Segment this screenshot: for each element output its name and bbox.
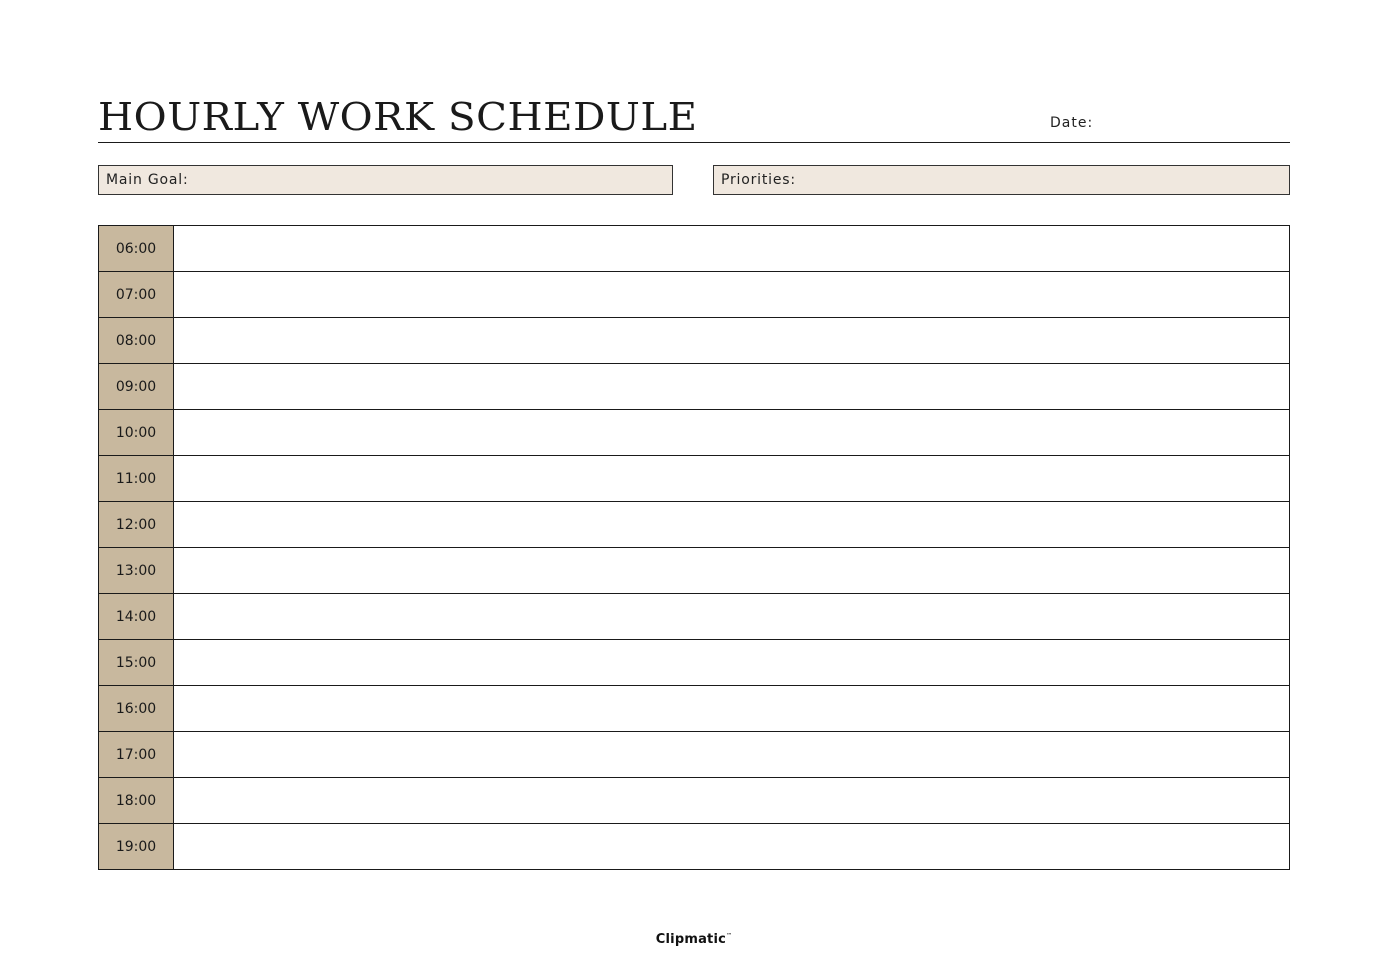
page-title: HOURLY WORK SCHEDULE (98, 95, 698, 139)
schedule-entry-cell[interactable] (174, 364, 1289, 409)
schedule-entry-cell[interactable] (174, 456, 1289, 501)
brand-name: Clipmatic (655, 932, 727, 947)
schedule-entry-cell[interactable] (174, 732, 1289, 777)
schedule-entry-cell[interactable] (174, 318, 1289, 363)
schedule-row (99, 410, 1289, 456)
schedule-entry-cell[interactable] (174, 778, 1289, 823)
schedule-row (99, 456, 1289, 502)
time-label: 08:00 (99, 318, 174, 363)
schedule-row (99, 318, 1289, 364)
time-label: 12:00 (99, 502, 174, 547)
time-label: 19:00 (99, 824, 174, 869)
schedule-entry-cell[interactable] (174, 548, 1289, 593)
schedule-entry-cell[interactable] (174, 272, 1289, 317)
schedule-row (99, 686, 1289, 732)
schedule-entry-cell[interactable] (174, 502, 1289, 547)
main-goal-field[interactable] (98, 165, 673, 195)
time-label: 18:00 (99, 778, 174, 823)
schedule-row (99, 640, 1289, 686)
schedule-row (99, 824, 1289, 870)
schedule-entry-cell[interactable] (174, 686, 1289, 731)
schedule-row (99, 502, 1289, 548)
schedule-row (99, 594, 1289, 640)
time-label: 10:00 (99, 410, 174, 455)
time-label: 09:00 (99, 364, 174, 409)
time-label: 14:00 (99, 594, 174, 639)
schedule-entry-cell[interactable] (174, 226, 1289, 271)
schedule-row (99, 778, 1289, 824)
date-label: Date: (1050, 115, 1094, 131)
schedule-entry-cell[interactable] (174, 824, 1289, 869)
time-label: 07:00 (99, 272, 174, 317)
brand-logo (0, 932, 1388, 947)
schedule-row (99, 364, 1289, 410)
schedule-row (99, 732, 1289, 778)
schedule-row (99, 226, 1289, 272)
title-divider (98, 142, 1290, 143)
hourly-schedule-table (98, 225, 1290, 870)
priorities-label: Priorities: (721, 172, 796, 188)
main-goal-label: Main Goal: (106, 172, 189, 188)
time-label: 15:00 (99, 640, 174, 685)
time-label: 13:00 (99, 548, 174, 593)
priorities-field[interactable] (713, 165, 1290, 195)
schedule-row (99, 548, 1289, 594)
time-label: 16:00 (99, 686, 174, 731)
time-label: 06:00 (99, 226, 174, 271)
time-label: 11:00 (99, 456, 174, 501)
schedule-entry-cell[interactable] (174, 594, 1289, 639)
schedule-entry-cell[interactable] (174, 410, 1289, 455)
time-label: 17:00 (99, 732, 174, 777)
schedule-row (99, 272, 1289, 318)
schedule-entry-cell[interactable] (174, 640, 1289, 685)
trademark-mark: ™ (726, 932, 733, 940)
